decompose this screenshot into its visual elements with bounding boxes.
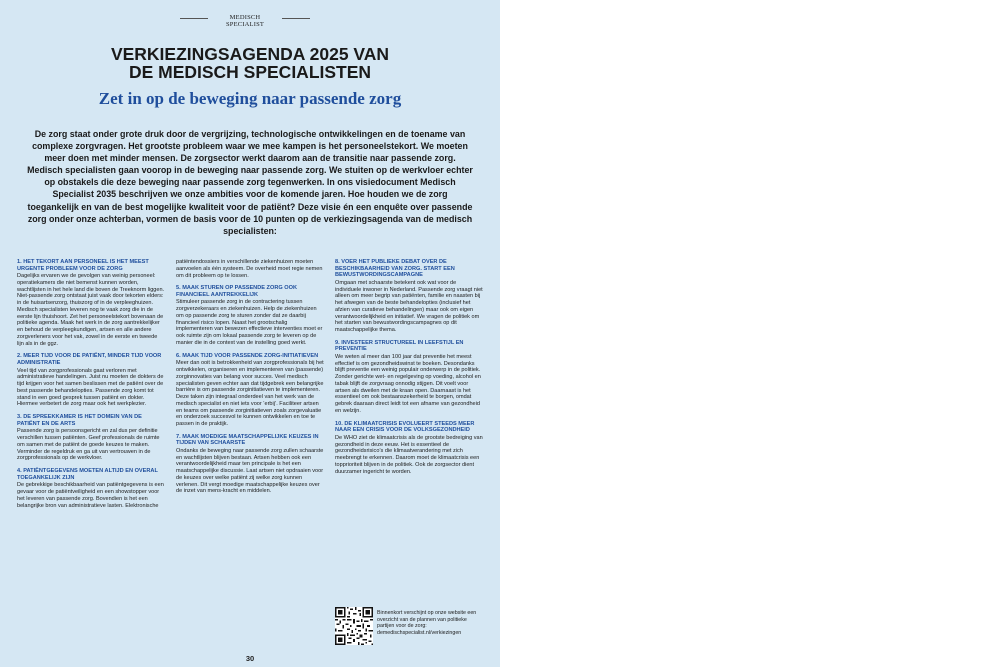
section-label-rule-right [282,18,310,19]
page-title-line1: VERKIEZINGSAGENDA 2025 VAN [110,44,390,64]
agenda-point-9 [335,340,483,415]
section-label-line1: MEDISCH [229,14,261,21]
agenda-point-body: Passende zorg is persoonsgericht en zal dus per definitie verschillen tussen patiënten. Geef professionals de ruimte om samen met de patiënt de goede keuzes te maken. Verminder de regeldruk en ga uit van vertrouwen in de zorgprofessionals op de werkvloer. [17,428,160,462]
agenda-point-2 [17,353,165,408]
qr-block [335,607,483,647]
text-column-3 [335,259,483,481]
page-title [20,45,480,81]
intro-paragraph: De zorg staat onder grote druk door de vergrijzing, technologische ontwikkelingen en de toename van complexe zorgvragen. Het grootste probleem waar we mee kampen is het personeelstekort. We moeten meer doen met minder mensen. De zorgsector werkt daarom aan de transitie naar passende zorg. Medisch specialisten gaan voorop in de beweging naar passende zorg. We stuiten op de werkvloer echter op obstakels die deze beweging naar passende zorg tegenwerken. In ons visiedocument Medisch Specialist 2035 beschrijven we onze ambities voor de komende jaren. Hoe houden we de zorg toegankelijk en van de best mogelijke kwaliteit voor de patiënt? Deze visie én een enquête over passende zorg onder onze achterban, vormen de basis voor de 10 punten op de verkiezingsagenda van de medisch specialisten: [27,129,473,236]
agenda-point-body: Omgaan met schaarste betekent ook wat voor de individuele inwoner in Nederland. Passende zorg vraagt niet alleen om meer begrip van patiënten, familie en naasten bij het afwegen van de beste behandelopties (inclusief het afzien van curatieve behandelingen) maar ook om eigen verantwoordelijkheid en initiatief. We vragen de politiek om het starten van bewustwordingscampagnes op dit maatschappelijke thema. [335,279,483,334]
agenda-point-heading: 1. HET TEKORT AAN PERSONEEL IS HET MEEST URGENTE PROBLEEM VOOR DE ZORG [17,259,149,272]
agenda-point-body: patiëntendossiers in verschillende ziekenhuizen moeten aanvoelen als één systeem. De overheid moet regie nemen om dit probleem op te lossen. [176,259,323,279]
agenda-point-heading: 9. INVESTEER STRUCTUREEL IN LEEFSTIJL EN PREVENTIE [335,339,464,353]
agenda-point-heading: 10. DE KLIMAATCRISIS EVOLUEERT STEEDS MEER NAAR EEN CRISIS VOOR DE VOLKSGEZONDHEID [335,420,475,434]
agenda-point-heading: 3. DE SPREEKKAMER IS HET DOMEIN VAN DE PATIËNT EN DE ARTS [17,414,142,427]
agenda-point-body: Stimuleer passende zorg in de contractering tussen zorgverzekeraars en ziekenhuizen. Help de ziekenhuizen om op passende zorg te sturen zonder dat ze daarbij financieel risico lopen. Naast het grootschalig implementeren van bewezen effectieve interventies moet er ook ruimte zijn om lokaal passende zorg te leveren op de manier die in de context van de instelling goed werkt. [176,299,323,346]
agenda-point-body: We weten al meer dan 100 jaar dat preventie het meest effectief is om gezondheidswinst te boeken. Desondanks blijft preventie een weinig populair onderwerp in de politiek. Zonder gerichte wet- en regelgeving op voeding, alcohol en tabak blijft de zorgvraag onnodig stijgen. Dit voelt voor artsen als dweilen met de kraan open. Daarnaast is het essentieel om ook bestaanszekerheid te borgen, omdat gebrek daaraan direct leidt tot een afname van gezondheid en welzijn. [335,353,481,414]
agenda-point-5 [176,285,324,346]
agenda-point-1 [17,259,165,347]
page-number: 30 [245,654,255,663]
agenda-point-body: De WHO ziet de klimaatcrisis als de grootste bedreiging van gezondheid in deze eeuw. Het is essentieel de gezondheidsrisico’s die klimaatverandering met zich meebrengt te erkennen. Daarom moet de klimaatcrisis een topprioriteit blijven in de politiek. Ook de zorgsector dient duurzamer ingericht te worden. [335,434,483,475]
agenda-point-heading: 2. MEER TIJD VOOR DE PATIËNT, MINDER TIJD VOOR ADMINISTRATIE [17,353,162,367]
page-subtitle: Zet in op de beweging naar passende zorg [98,89,402,108]
agenda-point-heading: 8. VOER HET PUBLIEKE DEBAT OVER DE BESCHIKBAARHEID VAN ZORG. START EEN BEWUSTWORDINGSCAMPAGNE [335,259,455,279]
agenda-point-body: Ondanks de beweging naar passende zorg zullen schaarste en wachtlijsten blijven bestaan. Artsen hebben ook een verantwoordelijkheid maar ten principale is het een maatschappelijke discussie. Laat artsen niet opdraaien voor de keuzes over welke patiënt zij welke zorg kunnen verlenen. Dit vergt moedige maatschappelijke keuzes over de inzet van mens-kracht en middelen. [176,447,324,495]
agenda-point-heading: 6. MAAK TIJD VOOR PASSENDE ZORG-INITIATIEVEN [176,352,319,359]
agenda-point-body: Meer dan ooit is betrokkenheid van zorgprofessionals bij het ontwikkelen, organiseren en implementeren van (passende) zorginnovaties van belang voor succes. Veel medisch specialisten geven echter aan dat tijdgebrek een belangrijke barrière is om passende zorginitiatieven te implementeren. Deze taken zijn integraal onderdeel van het werk van de medisch specialist en niet iets voor ‘erbij’. Faciliteer artsen en teams om passende zorginitiatieven zoals zorgevaluatie en onderzoek succesvol te kunnen ontwikkelen en toe te passen in de praktijk. [176,360,324,428]
agenda-point-6 [176,353,324,428]
agenda-point-8 [335,259,483,334]
page-title-line2: DE MEDISCH SPECIALISTEN [128,62,372,82]
qr-code-icon[interactable] [335,607,373,645]
agenda-point-body: De gebrekkige beschikbaarheid van patiëntgegevens is een gevaar voor de patiëntveiligheid en een showstopper voor het leveren van passende zorg. Bovendien is het een belangrijke bron van administratieve lasten. Elektronische [17,482,164,509]
agenda-point-3 [17,414,165,462]
qr-note: Binnenkort verschijnt op onze website een overzicht van de plannen van politieke partijen voor de zorg: demedischspecialist.nl/verkiezingen [377,610,477,636]
agenda-point-heading: 7. MAAK MOEDIGE MAATSCHAPPELIJKE KEUZES IN TIJDEN VAN SCHAARSTE [176,433,319,447]
agenda-point-body: Dagelijks ervaren we de gevolgen van weinig personeel: operatiekamers die niet bemenst kunnen worden, wachtlijsten in het hele land die boven de Treeknorm liggen. Niet-passende zorg ontstaat juist vaak door tekorten elders: in de huisartsenzorg, thuiszorg of in de verpleeghuizen. Medisch specialisten leveren nog te vaak zorg die in de eerste lijn thuishoort. Zet het personeelstekort bovenaan de politieke agenda. Maak het werk in de zorg aantrekkelijker en behoud de verpleegkundigen, artsen en alle andere zorgverleners voor het vak, zowel in de eerste en tweede lijn als in de ggz. [17,273,165,347]
agenda-point-heading: 4. PATIËNTGEGEVENS MOETEN ALTIJD EN OVERAL TOEGANKELIJK ZIJN [17,468,158,481]
agenda-point-heading: 5. MAAK STUREN OP PASSENDE ZORG OOK FINANCIEEL AANTREKKELIJK [176,285,298,298]
agenda-point-4-continued [176,259,324,279]
agenda-point-10 [335,421,483,476]
agenda-point-7 [176,434,324,495]
text-column-2 [176,259,324,501]
section-label-rule-left [180,18,208,19]
text-column-1 [17,259,165,515]
section-label [210,14,280,28]
section-label-line2: SPECIALIST [225,21,265,28]
agenda-point-body: Veel tijd van zorgprofessionals gaat verloren met administratieve handelingen. Juist nu moeten de dokters de tijd krijgen voor het samen beslissen met de patiënt over de best passende behandelopties. Passende zorg komt tot stand in een goed gesprek tussen patiënt en dokter. Hiermee verbetert de zorg maar ook het werkplezier. [17,367,164,408]
agenda-point-4 [17,468,165,509]
